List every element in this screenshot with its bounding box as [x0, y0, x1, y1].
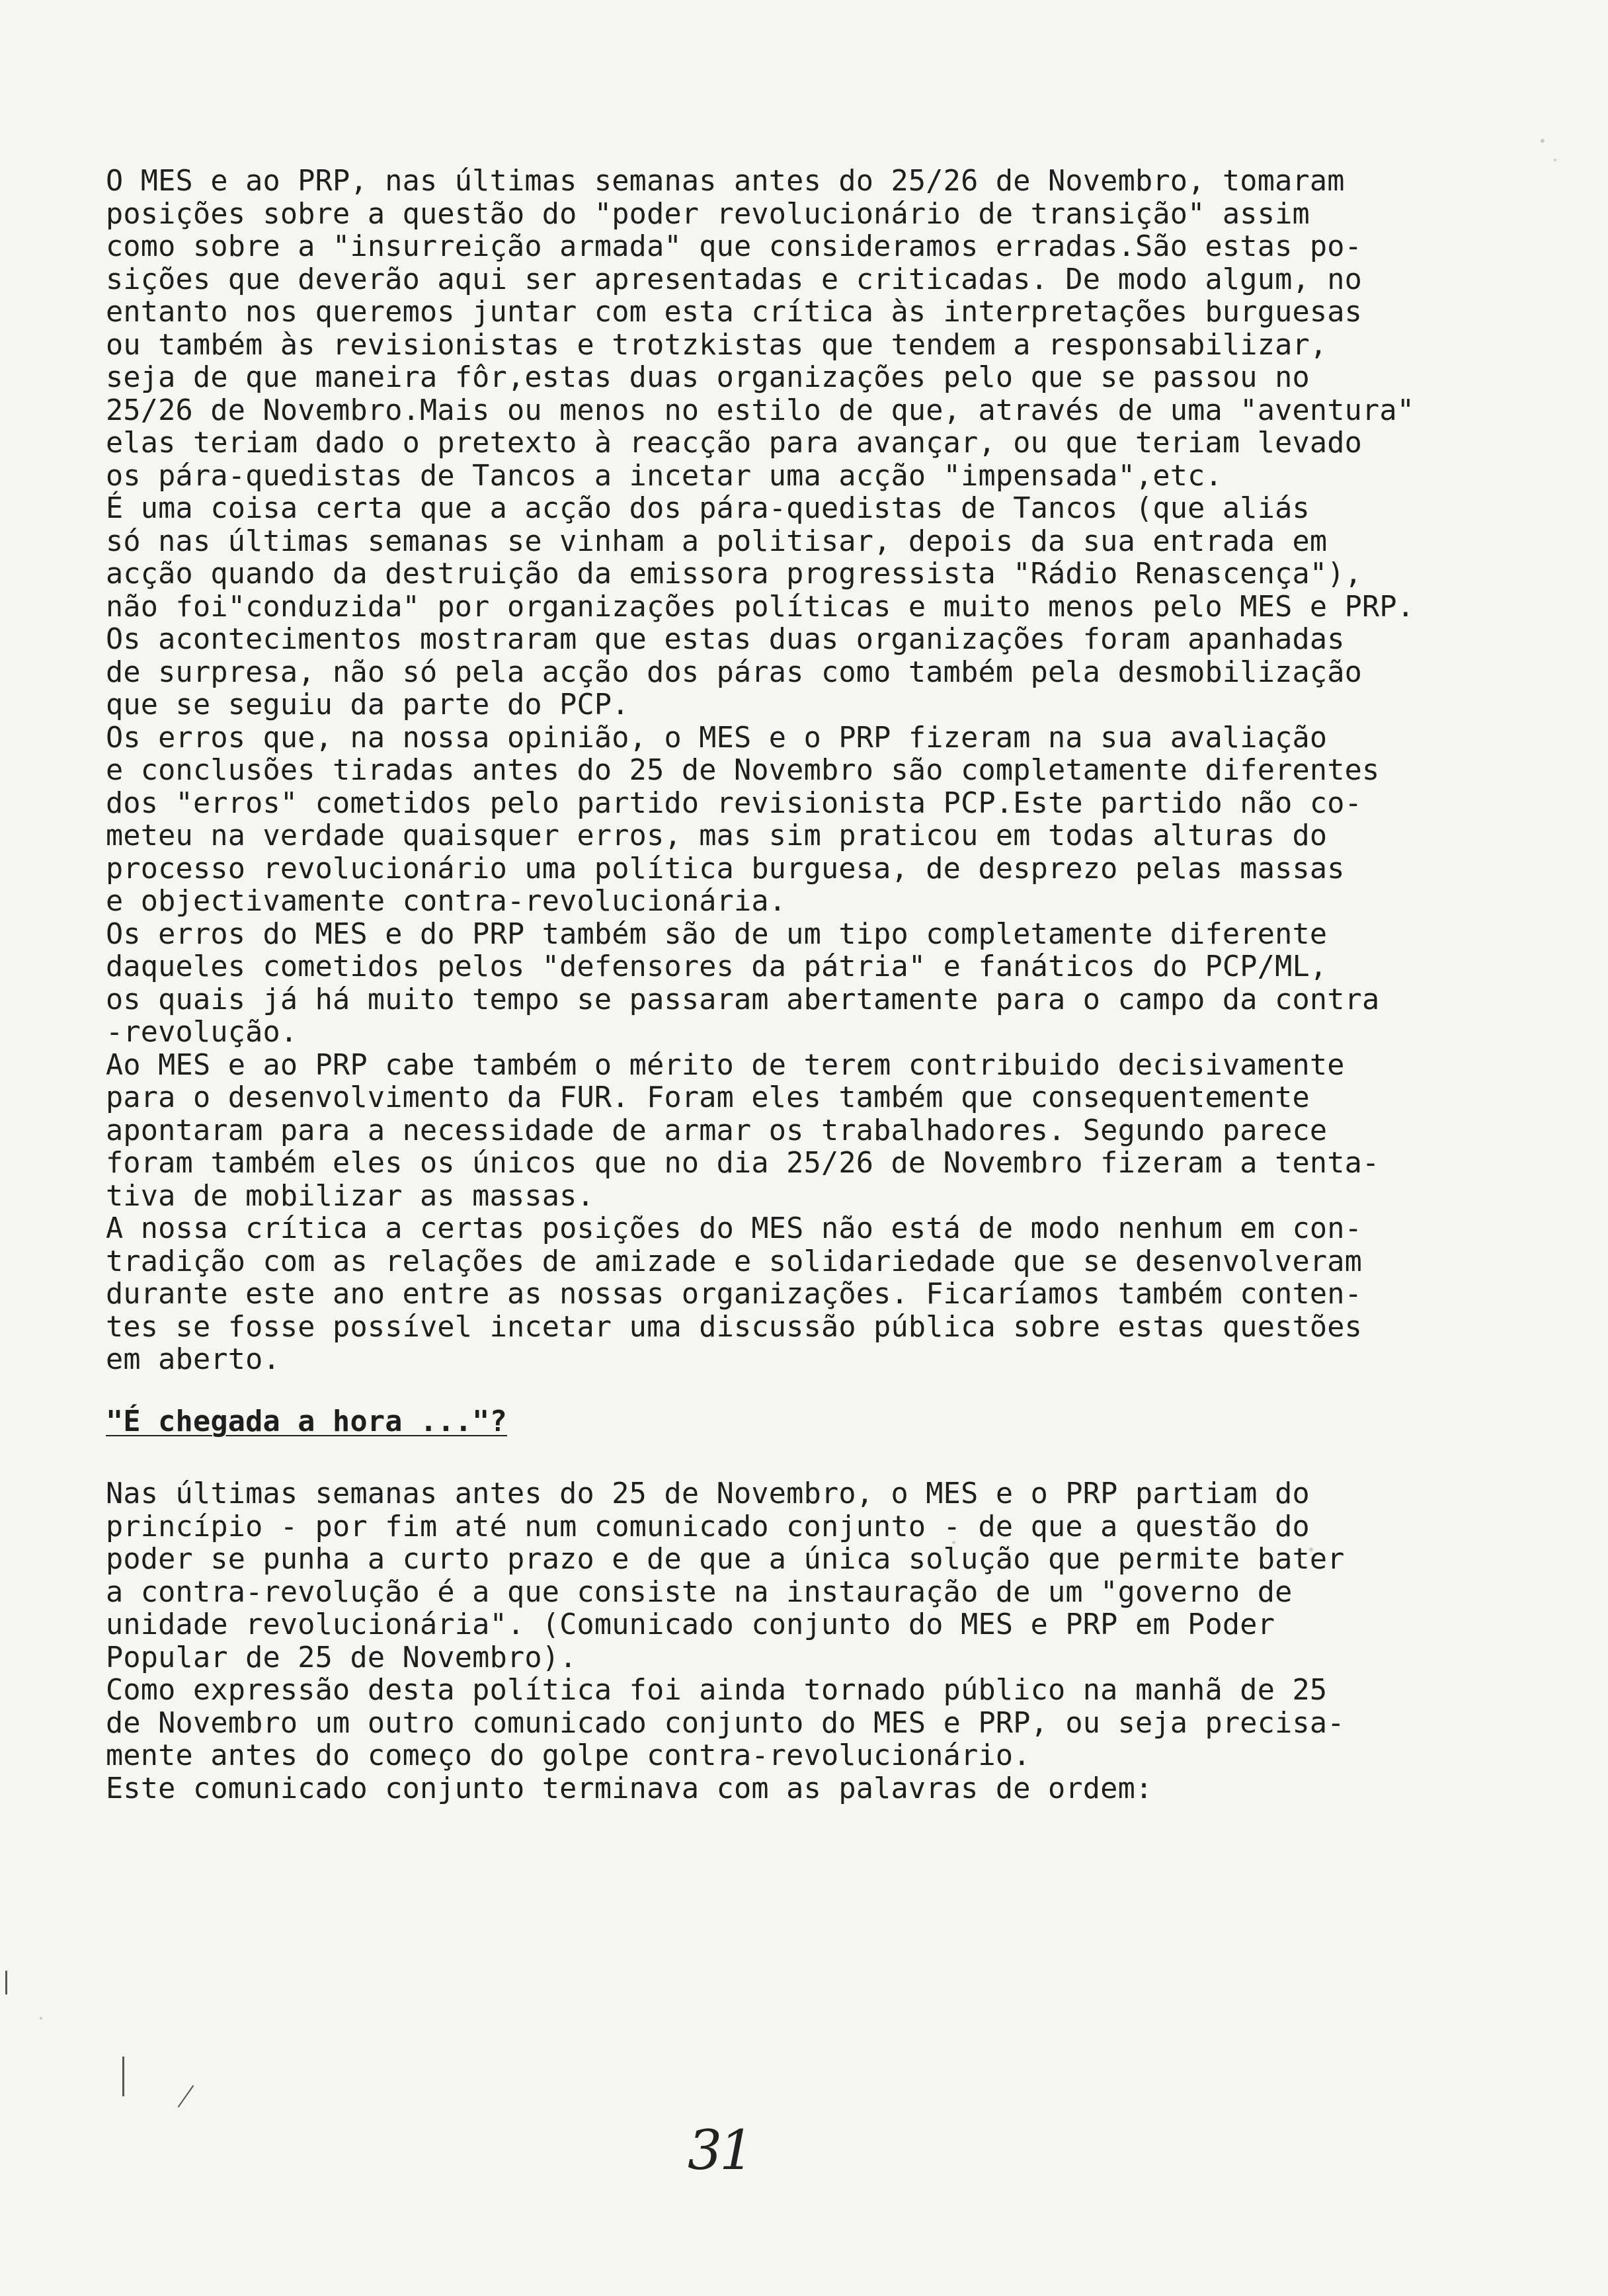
page-number: 31 [688, 2119, 752, 2182]
document-body [106, 165, 1547, 1805]
text-line: unidade revolucionária". (Comunicado conjunto do MES e PRP em Poder [106, 1608, 1275, 1641]
text-line: tiva de mobilizar as massas. [106, 1179, 594, 1213]
text-line: processo revolucionário uma política burguesa, de desprezo pelas massas [106, 852, 1345, 885]
text-line: Como expressão desta política foi ainda tornado público na manhã de 25 [106, 1674, 1328, 1707]
text-line: que se seguiu da parte do PCP. [106, 688, 629, 721]
section-heading: "É chegada a hora ..."? [106, 1405, 507, 1438]
scan-speck [1554, 159, 1556, 161]
text-line: seja de que maneira fôr,estas duas organizações pelo que se passou no [106, 361, 1310, 394]
text-line: para o desenvolvimento da FUR. Foram eles também que consequentemente [106, 1081, 1310, 1114]
text-line: Os erros que, na nossa opinião, o MES e o PRP fizeram na sua avaliação [106, 721, 1328, 755]
text-line: dos "erros" cometidos pelo partido revisionista PCP.Este partido não co- [106, 786, 1363, 820]
text-line: só nas últimas semanas se vinham a politisar, depois da sua entrada em [106, 524, 1328, 558]
text-line: posições sobre a questão do "poder revolucionário de transição" assim [106, 197, 1310, 231]
scan-mark [122, 2057, 124, 2096]
text-line: e conclusões tiradas antes do 25 de Novembro são completamente diferentes [106, 754, 1380, 787]
text-line: tes se fosse possível incetar uma discussão pública sobre estas questões [106, 1310, 1363, 1344]
text-line: meteu na verdade quaisquer erros, mas sim praticou em todas alturas do [106, 819, 1328, 852]
text-line: apontaram para a necessidade de armar os trabalhadores. Segundo parece [106, 1114, 1328, 1147]
text-line: daqueles cometidos pelos "defensores da pátria" e fanáticos do PCP/ML, [106, 950, 1328, 983]
text-line: a contra-revolução é a que consiste na instauração de um "governo de [106, 1575, 1293, 1609]
text-line: A nossa crítica a certas posições do MES não está de modo nenhum em con- [106, 1212, 1363, 1245]
text-line: poder se punha a curto prazo e de que a única solução que permite bater [106, 1543, 1345, 1576]
text-line: sições que deverão aqui ser apresentadas e criticadas. De modo algum, no [106, 263, 1363, 296]
spacer [106, 1438, 1547, 1478]
scan-mark [5, 1971, 7, 1994]
text-line: não foi"conduzida" por organizações políticas e muito menos pelo MES e PRP. [106, 590, 1415, 624]
text-line: Popular de 25 de Novembro). [106, 1641, 577, 1674]
text-line: ou também às revisionistas e trotzkistas que tendem a responsabilizar, [106, 328, 1328, 362]
text-line: Os erros do MES e do PRP também são de um tipo completamente diferente [106, 917, 1328, 951]
scan-speck [40, 2017, 42, 2020]
text-line: de Novembro um outro comunicado conjunto do MES e PRP, ou seja precisa- [106, 1706, 1345, 1740]
scan-speck [1541, 139, 1545, 143]
text-line: acção quando da destruição da emissora progressista "Rádio Renascença"), [106, 557, 1363, 591]
text-line: os quais já há muito tempo se passaram abertamente para o campo da contra [106, 983, 1380, 1016]
text-line: elas teriam dado o pretexto à reacção para avançar, ou que teriam levado [106, 427, 1363, 460]
section-chegada [106, 1478, 1547, 1805]
text-line: princípio - por fim até num comunicado conjunto - de que a questão do [106, 1510, 1310, 1543]
text-line: entanto nos queremos juntar com esta crítica às interpretações burguesas [106, 296, 1363, 329]
text-line: O MES e ao PRP, nas últimas semanas antes do 25/26 de Novembro, tomaram [106, 165, 1345, 198]
text-line: durante este ano entre as nossas organizações. Ficaríamos também conten- [106, 1278, 1363, 1311]
scan-mark [178, 2085, 194, 2108]
text-line: os pára-quedistas de Tancos a incetar uma acção "impensada",etc. [106, 459, 1223, 493]
text-line: Nas últimas semanas antes do 25 de Novembro, o MES e o PRP partiam do [106, 1477, 1310, 1510]
text-line: É uma coisa certa que a acção dos pára-quedistas de Tancos (que aliás [106, 492, 1310, 525]
text-line: Ao MES e ao PRP cabe também o mérito de terem contribuido decisivamente [106, 1048, 1345, 1082]
text-line: Este comunicado conjunto terminava com as palavras de ordem: [106, 1772, 1153, 1805]
text-line: e objectivamente contra-revolucionária. [106, 885, 787, 918]
text-line: foram também eles os únicos que no dia 25/26 de Novembro fizeram a tenta- [106, 1147, 1380, 1180]
text-line: em aberto. [106, 1343, 280, 1376]
section-intro [106, 165, 1547, 1377]
text-line: tradição com as relações de amizade e solidariedade que se desenvolveram [106, 1245, 1363, 1278]
text-line: -revolução. [106, 1016, 298, 1049]
text-line: como sobre a "insurreição armada" que consideramos erradas.São estas po- [106, 230, 1363, 263]
text-line: mente antes do começo do golpe contra-revolucionário. [106, 1739, 1031, 1772]
text-line: Os acontecimentos mostraram que estas duas organizações foram apanhadas [106, 623, 1345, 656]
text-line: 25/26 de Novembro.Mais ou menos no estilo de que, através de uma "aventura" [106, 393, 1415, 427]
text-line: de surpresa, não só pela acção dos páras como também pela desmobilização [106, 655, 1363, 689]
